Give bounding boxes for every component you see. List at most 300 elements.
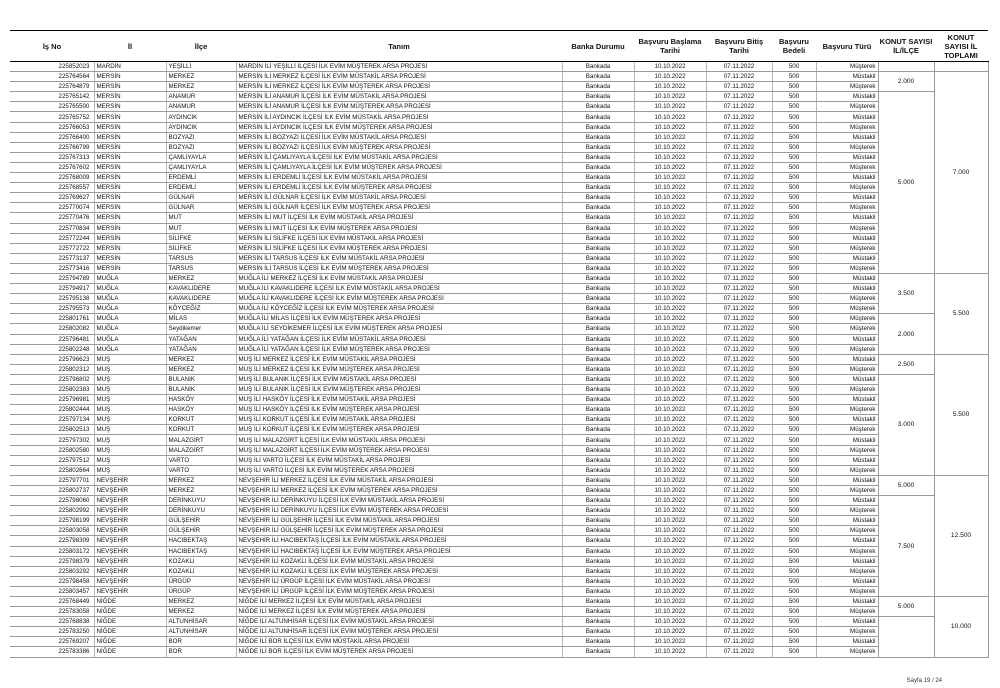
cell-il: MERSİN <box>94 223 166 233</box>
cell-ilce: ANAMUR <box>166 92 236 102</box>
cell-basvuru-turu: Müstakil <box>816 273 878 283</box>
cell-il: NİĞDE <box>94 617 166 627</box>
cell-baslama-tarihi: 10.10.2022 <box>634 566 706 576</box>
cell-basvuru-turu: Müstakil <box>816 193 878 203</box>
cell-basvuru-bedeli: 500 <box>772 516 816 526</box>
header-basvuru-baslama: Başvuru Başlama Tarihi <box>634 31 706 62</box>
cell-il: MUŞ <box>94 465 166 475</box>
table-row <box>10 284 988 294</box>
table-row <box>10 82 988 92</box>
cell-is-no: 225768449 <box>10 596 94 606</box>
cell-banka-durumu: Bankada <box>562 173 634 183</box>
cell-bitis-tarihi: 07.11.2022 <box>706 586 772 596</box>
table-row <box>10 516 988 526</box>
cell-basvuru-bedeli: 500 <box>772 415 816 425</box>
cell-il: NEVŞEHİR <box>94 485 166 495</box>
cell-ilce: Seydikemer <box>166 324 236 334</box>
cell-ilce: YEŞİLLİ <box>166 62 236 72</box>
cell-banka-durumu: Bankada <box>562 425 634 435</box>
cell-tanim: NEVŞEHİR İLİ DERİNKUYU İLÇESİ İLK EVİM MÜSTAKİL ARSA PROJESİ <box>236 496 562 506</box>
cell-banka-durumu: Bankada <box>562 243 634 253</box>
table-row <box>10 132 988 142</box>
cell-bitis-tarihi: 07.11.2022 <box>706 344 772 354</box>
cell-basvuru-turu: Müşterek <box>816 162 878 172</box>
cell-tanim: NİĞDE İLİ BOR İLÇESİ İLK EVİM MÜŞTEREK ARSA PROJESİ <box>236 647 562 657</box>
cell-is-no: 225770074 <box>10 203 94 213</box>
cell-ilce: BOZYAZI <box>166 132 236 142</box>
cell-basvuru-turu: Müşterek <box>816 263 878 273</box>
cell-is-no: 225802664 <box>10 465 94 475</box>
cell-banka-durumu: Bankada <box>562 536 634 546</box>
cell-bitis-tarihi: 07.11.2022 <box>706 62 772 72</box>
cell-bitis-tarihi: 07.11.2022 <box>706 82 772 92</box>
cell-il: MERSİN <box>94 122 166 132</box>
cell-basvuru-bedeli: 500 <box>772 183 816 193</box>
cell-basvuru-bedeli: 500 <box>772 92 816 102</box>
cell-basvuru-turu: Müşterek <box>816 102 878 112</box>
cell-is-no: 225783250 <box>10 627 94 637</box>
cell-ilce: ALTUNHİSAR <box>166 617 236 627</box>
cell-bitis-tarihi: 07.11.2022 <box>706 314 772 324</box>
cell-basvuru-bedeli: 500 <box>772 637 816 647</box>
table-row <box>10 455 988 465</box>
table-row <box>10 304 988 314</box>
cell-basvuru-turu: Müşterek <box>816 385 878 395</box>
table-row <box>10 395 988 405</box>
table-row <box>10 425 988 435</box>
cell-banka-durumu: Bankada <box>562 304 634 314</box>
cell-baslama-tarihi: 10.10.2022 <box>634 142 706 152</box>
cell-is-no: 225768838 <box>10 617 94 627</box>
cell-basvuru-turu: Müstakil <box>816 536 878 546</box>
cell-konut-ilce: 3.500 <box>878 273 934 313</box>
cell-is-no: 225764564 <box>10 72 94 82</box>
cell-il: MUĞLA <box>94 344 166 354</box>
cell-ilce: SİLİFKE <box>166 243 236 253</box>
cell-konut-ilce: 5.000 <box>878 92 934 274</box>
cell-il: MERSİN <box>94 152 166 162</box>
cell-baslama-tarihi: 10.10.2022 <box>634 455 706 465</box>
cell-is-no: 225772244 <box>10 233 94 243</box>
cell-tanim: MUŞ İLİ HASKÖY İLÇESİ İLK EVİM MÜSTAKİL ARSA PROJESİ <box>236 395 562 405</box>
cell-banka-durumu: Bankada <box>562 162 634 172</box>
cell-bitis-tarihi: 07.11.2022 <box>706 364 772 374</box>
table-row <box>10 183 988 193</box>
cell-basvuru-turu: Müşterek <box>816 607 878 617</box>
cell-il: MUĞLA <box>94 324 166 334</box>
cell-ilce: AYDINCIK <box>166 122 236 132</box>
cell-banka-durumu: Bankada <box>562 294 634 304</box>
cell-il: MERSİN <box>94 253 166 263</box>
cell-bitis-tarihi: 07.11.2022 <box>706 596 772 606</box>
cell-bitis-tarihi: 07.11.2022 <box>706 213 772 223</box>
cell-bitis-tarihi: 07.11.2022 <box>706 273 772 283</box>
cell-bitis-tarihi: 07.11.2022 <box>706 647 772 657</box>
cell-basvuru-turu: Müşterek <box>816 526 878 536</box>
cell-baslama-tarihi: 10.10.2022 <box>634 465 706 475</box>
cell-baslama-tarihi: 10.10.2022 <box>634 385 706 395</box>
cell-baslama-tarihi: 10.10.2022 <box>634 304 706 314</box>
cell-tanim: MERSİN İLİ MUT İLÇESİ İLK EVİM MÜŞTEREK ARSA PROJESİ <box>236 223 562 233</box>
cell-banka-durumu: Bankada <box>562 516 634 526</box>
cell-banka-durumu: Bankada <box>562 576 634 586</box>
cell-ilce: TARSUS <box>166 253 236 263</box>
table-row <box>10 223 988 233</box>
cell-baslama-tarihi: 10.10.2022 <box>634 627 706 637</box>
cell-banka-durumu: Bankada <box>562 465 634 475</box>
cell-ilce: KOZAKLI <box>166 566 236 576</box>
cell-basvuru-turu: Müstakil <box>816 92 878 102</box>
cell-baslama-tarihi: 10.10.2022 <box>634 62 706 72</box>
cell-basvuru-turu: Müşterek <box>816 586 878 596</box>
cell-basvuru-turu: Müstakil <box>816 112 878 122</box>
cell-banka-durumu: Bankada <box>562 566 634 576</box>
cell-baslama-tarihi: 10.10.2022 <box>634 112 706 122</box>
cell-konut-toplam <box>934 62 988 72</box>
cell-banka-durumu: Bankada <box>562 253 634 263</box>
cell-il: NEVŞEHİR <box>94 536 166 546</box>
table-row <box>10 475 988 485</box>
cell-baslama-tarihi: 10.10.2022 <box>634 263 706 273</box>
cell-is-no: 225803292 <box>10 566 94 576</box>
cell-ilce: BOZYAZI <box>166 142 236 152</box>
cell-is-no: 225773137 <box>10 253 94 263</box>
cell-banka-durumu: Bankada <box>562 354 634 364</box>
cell-bitis-tarihi: 07.11.2022 <box>706 496 772 506</box>
header-basvuru-bitis: Başvuru Bitiş Tarihi <box>706 31 772 62</box>
cell-bitis-tarihi: 07.11.2022 <box>706 395 772 405</box>
cell-basvuru-turu: Müşterek <box>816 294 878 304</box>
cell-bitis-tarihi: 07.11.2022 <box>706 294 772 304</box>
cell-banka-durumu: Bankada <box>562 112 634 122</box>
table-row <box>10 385 988 395</box>
cell-bitis-tarihi: 07.11.2022 <box>706 203 772 213</box>
cell-bitis-tarihi: 07.11.2022 <box>706 546 772 556</box>
cell-ilce: MERKEZ <box>166 82 236 92</box>
cell-is-no: 225802248 <box>10 344 94 354</box>
cell-il: MUŞ <box>94 395 166 405</box>
cell-baslama-tarihi: 10.10.2022 <box>634 374 706 384</box>
cell-ilce: DERİNKUYU <box>166 496 236 506</box>
cell-bitis-tarihi: 07.11.2022 <box>706 334 772 344</box>
cell-il: MERSİN <box>94 92 166 102</box>
table-row <box>10 263 988 273</box>
cell-tanim: MUĞLA İLİ KAVAKLIDERE İLÇESİ İLK EVİM MÜSTAKİL ARSA PROJESİ <box>236 284 562 294</box>
cell-il: MERSİN <box>94 82 166 92</box>
cell-basvuru-bedeli: 500 <box>772 647 816 657</box>
cell-basvuru-bedeli: 500 <box>772 62 816 72</box>
cell-basvuru-turu: Müstakil <box>816 152 878 162</box>
cell-tanim: MERSİN İLİ MUT İLÇESİ İLK EVİM MÜSTAKİL ARSA PROJESİ <box>236 213 562 223</box>
cell-il: NEVŞEHİR <box>94 516 166 526</box>
cell-il: MUĞLA <box>94 334 166 344</box>
cell-banka-durumu: Bankada <box>562 233 634 243</box>
cell-tanim: MERSİN İLİ ERDEMLİ İLÇESİ İLK EVİM MÜSTAKİL ARSA PROJESİ <box>236 173 562 183</box>
cell-basvuru-turu: Müşterek <box>816 506 878 516</box>
cell-il: NİĞDE <box>94 596 166 606</box>
cell-baslama-tarihi: 10.10.2022 <box>634 183 706 193</box>
cell-banka-durumu: Bankada <box>562 152 634 162</box>
cell-konut-toplam: 12.500 <box>934 475 988 596</box>
cell-is-no: 225769207 <box>10 637 94 647</box>
cell-il: MUĞLA <box>94 294 166 304</box>
cell-bitis-tarihi: 07.11.2022 <box>706 243 772 253</box>
cell-ilce: ERDEMLİ <box>166 183 236 193</box>
cell-tanim: NEVŞEHİR İLİ ÜRGÜP İLÇESİ İLK EVİM MÜSTAKİL ARSA PROJESİ <box>236 576 562 586</box>
cell-banka-durumu: Bankada <box>562 324 634 334</box>
cell-banka-durumu: Bankada <box>562 62 634 72</box>
cell-basvuru-bedeli: 500 <box>772 233 816 243</box>
cell-tanim: MUŞ İLİ MALAZGİRT İLÇESİ İLK EVİM MÜŞTEREK ARSA PROJESİ <box>236 445 562 455</box>
cell-tanim: MERSİN İLİ BOZYAZI İLÇESİ İLK EVİM MÜŞTEREK ARSA PROJESİ <box>236 142 562 152</box>
cell-baslama-tarihi: 10.10.2022 <box>634 496 706 506</box>
cell-tanim: MERSİN İLİ SİLİFKE İLÇESİ İLK EVİM MÜSTAKİL ARSA PROJESİ <box>236 233 562 243</box>
cell-bitis-tarihi: 07.11.2022 <box>706 354 772 364</box>
cell-banka-durumu: Bankada <box>562 455 634 465</box>
cell-ilce: MUT <box>166 213 236 223</box>
cell-basvuru-bedeli: 500 <box>772 465 816 475</box>
document-page <box>10 30 988 658</box>
cell-il: MUĞLA <box>94 314 166 324</box>
cell-il: NEVŞEHİR <box>94 546 166 556</box>
cell-il: MERSİN <box>94 112 166 122</box>
cell-basvuru-bedeli: 500 <box>772 586 816 596</box>
cell-bitis-tarihi: 07.11.2022 <box>706 162 772 172</box>
cell-ilce: YATAĞAN <box>166 334 236 344</box>
cell-tanim: MERSİN İLİ ERDEMLİ İLÇESİ İLK EVİM MÜŞTEREK ARSA PROJESİ <box>236 183 562 193</box>
cell-il: MERSİN <box>94 203 166 213</box>
cell-basvuru-bedeli: 500 <box>772 395 816 405</box>
cell-il: NEVŞEHİR <box>94 576 166 586</box>
table-row <box>10 243 988 253</box>
cell-is-no: 225798309 <box>10 536 94 546</box>
cell-is-no: 225783058 <box>10 607 94 617</box>
cell-is-no: 225767602 <box>10 162 94 172</box>
cell-baslama-tarihi: 10.10.2022 <box>634 314 706 324</box>
cell-ilce: MERKEZ <box>166 485 236 495</box>
cell-bitis-tarihi: 07.11.2022 <box>706 425 772 435</box>
cell-tanim: MUŞ İLİ VARTO İLÇESİ İLK EVİM MÜŞTEREK ARSA PROJESİ <box>236 465 562 475</box>
cell-basvuru-turu: Müşterek <box>816 122 878 132</box>
cell-tanim: NEVŞEHİR İLİ MERKEZ İLÇESİ İLK EVİM MÜŞTEREK ARSA PROJESİ <box>236 485 562 495</box>
cell-il: MUŞ <box>94 374 166 384</box>
cell-banka-durumu: Bankada <box>562 445 634 455</box>
cell-basvuru-bedeli: 500 <box>772 284 816 294</box>
cell-baslama-tarihi: 10.10.2022 <box>634 576 706 586</box>
cell-il: MERSİN <box>94 183 166 193</box>
cell-il: MUŞ <box>94 354 166 364</box>
cell-baslama-tarihi: 10.10.2022 <box>634 354 706 364</box>
cell-basvuru-bedeli: 500 <box>772 273 816 283</box>
cell-basvuru-turu: Müşterek <box>816 223 878 233</box>
cell-tanim: MERSİN İLİ ÇAMLIYAYLA İLÇESİ İLK EVİM MÜŞTEREK ARSA PROJESİ <box>236 162 562 172</box>
cell-banka-durumu: Bankada <box>562 213 634 223</box>
cell-ilce: MERKEZ <box>166 475 236 485</box>
cell-bitis-tarihi: 07.11.2022 <box>706 556 772 566</box>
cell-banka-durumu: Bankada <box>562 183 634 193</box>
cell-basvuru-turu: Müşterek <box>816 364 878 374</box>
cell-basvuru-turu: Müstakil <box>816 496 878 506</box>
cell-is-no: 225770834 <box>10 223 94 233</box>
cell-basvuru-turu: Müstakil <box>816 173 878 183</box>
header-ilce: İlçe <box>166 31 236 62</box>
cell-basvuru-turu: Müstakil <box>816 213 878 223</box>
cell-baslama-tarihi: 10.10.2022 <box>634 82 706 92</box>
cell-tanim: NİĞDE İLİ ALTUNHİSAR İLÇESİ İLK EVİM MÜSTAKİL ARSA PROJESİ <box>236 617 562 627</box>
cell-tanim: MUĞLA İLİ YATAĞAN İLÇESİ İLK EVİM MÜSTAKİL ARSA PROJESİ <box>236 334 562 344</box>
cell-banka-durumu: Bankada <box>562 72 634 82</box>
cell-is-no: 225802383 <box>10 385 94 395</box>
cell-bitis-tarihi: 07.11.2022 <box>706 576 772 586</box>
cell-il: NEVŞEHİR <box>94 496 166 506</box>
cell-konut-toplam: 5.500 <box>934 273 988 354</box>
cell-basvuru-bedeli: 500 <box>772 556 816 566</box>
cell-is-no: 225803457 <box>10 586 94 596</box>
cell-basvuru-bedeli: 500 <box>772 364 816 374</box>
cell-banka-durumu: Bankada <box>562 627 634 637</box>
cell-basvuru-bedeli: 500 <box>772 496 816 506</box>
cell-tanim: NİĞDE İLİ BOR İLÇESİ İLK EVİM MÜSTAKİL ARSA PROJESİ <box>236 637 562 647</box>
cell-konut-ilce <box>878 617 934 657</box>
cell-il: NİĞDE <box>94 637 166 647</box>
cell-tanim: MERSİN İLİ ÇAMLIYAYLA İLÇESİ İLK EVİM MÜSTAKİL ARSA PROJESİ <box>236 152 562 162</box>
cell-bitis-tarihi: 07.11.2022 <box>706 435 772 445</box>
table-row <box>10 485 988 495</box>
cell-basvuru-bedeli: 500 <box>772 162 816 172</box>
cell-basvuru-bedeli: 500 <box>772 122 816 132</box>
cell-bitis-tarihi: 07.11.2022 <box>706 263 772 273</box>
cell-tanim: MUĞLA İLİ MERKEZ İLÇESİ İLK EVİM MÜSTAKİL ARSA PROJESİ <box>236 273 562 283</box>
cell-il: MERSİN <box>94 162 166 172</box>
cell-is-no: 225770476 <box>10 213 94 223</box>
cell-banka-durumu: Bankada <box>562 344 634 354</box>
cell-basvuru-bedeli: 500 <box>772 324 816 334</box>
cell-bitis-tarihi: 07.11.2022 <box>706 445 772 455</box>
cell-is-no: 225798458 <box>10 576 94 586</box>
cell-tanim: MERSİN İLİ AYDINCIK İLÇESİ İLK EVİM MÜŞTEREK ARSA PROJESİ <box>236 122 562 132</box>
cell-ilce: BULANIK <box>166 374 236 384</box>
cell-tanim: MUĞLA İLİ KÖYCEĞİZ İLÇESİ İLK EVİM MÜŞTEREK ARSA PROJESİ <box>236 304 562 314</box>
cell-bitis-tarihi: 07.11.2022 <box>706 475 772 485</box>
cell-baslama-tarihi: 10.10.2022 <box>634 596 706 606</box>
cell-ilce: ÇAMLIYAYLA <box>166 152 236 162</box>
table-row <box>10 445 988 455</box>
cell-basvuru-turu: Müşterek <box>816 465 878 475</box>
table-row <box>10 364 988 374</box>
cell-basvuru-turu: Müstakil <box>816 132 878 142</box>
cell-il: MUŞ <box>94 425 166 435</box>
cell-bitis-tarihi: 07.11.2022 <box>706 152 772 162</box>
table-row <box>10 72 988 82</box>
cell-il: NİĞDE <box>94 607 166 617</box>
cell-bitis-tarihi: 07.11.2022 <box>706 506 772 516</box>
cell-tanim: MERSİN İLİ MERKEZ İLÇESİ İLK EVİM MÜŞTEREK ARSA PROJESİ <box>236 82 562 92</box>
cell-basvuru-bedeli: 500 <box>772 304 816 314</box>
cell-is-no: 225795573 <box>10 304 94 314</box>
cell-banka-durumu: Bankada <box>562 637 634 647</box>
cell-banka-durumu: Bankada <box>562 284 634 294</box>
cell-ilce: ÜRGÜP <box>166 576 236 586</box>
cell-bitis-tarihi: 07.11.2022 <box>706 405 772 415</box>
cell-basvuru-turu: Müstakil <box>816 415 878 425</box>
table-row <box>10 627 988 637</box>
cell-ilce: MİLAS <box>166 314 236 324</box>
cell-bitis-tarihi: 07.11.2022 <box>706 304 772 314</box>
cell-baslama-tarihi: 10.10.2022 <box>634 415 706 425</box>
table-row <box>10 152 988 162</box>
cell-il: MARDİN <box>94 62 166 72</box>
header-konut-ilce: KONUT SAYISI İL/İLÇE <box>878 31 934 62</box>
cell-il: NEVŞEHİR <box>94 526 166 536</box>
cell-banka-durumu: Bankada <box>562 364 634 374</box>
cell-basvuru-turu: Müstakil <box>816 233 878 243</box>
cell-ilce: HASKÖY <box>166 405 236 415</box>
cell-basvuru-turu: Müşterek <box>816 142 878 152</box>
cell-banka-durumu: Bankada <box>562 506 634 516</box>
cell-basvuru-turu: Müstakil <box>816 395 878 405</box>
cell-tanim: MUŞ İLİ BULANIK İLÇESİ İLK EVİM MÜSTAKİL ARSA PROJESİ <box>236 374 562 384</box>
cell-baslama-tarihi: 10.10.2022 <box>634 445 706 455</box>
cell-basvuru-turu: Müşterek <box>816 405 878 415</box>
cell-konut-ilce: 2.500 <box>878 354 934 374</box>
header-konut-toplam: KONUT SAYISI İL TOPLAMI <box>934 31 988 62</box>
cell-bitis-tarihi: 07.11.2022 <box>706 233 772 243</box>
cell-il: NEVŞEHİR <box>94 506 166 516</box>
table-row <box>10 314 988 324</box>
cell-basvuru-bedeli: 500 <box>772 344 816 354</box>
cell-basvuru-bedeli: 500 <box>772 72 816 82</box>
cell-tanim: NEVŞEHİR İLİ GÜLŞEHİR İLÇESİ İLK EVİM MÜSTAKİL ARSA PROJESİ <box>236 516 562 526</box>
page-number: Sayfa 19 / 24 <box>906 678 942 684</box>
cell-tanim: MERSİN İLİ BOZYAZI İLÇESİ İLK EVİM MÜSTAKİL ARSA PROJESİ <box>236 132 562 142</box>
cell-tanim: MARDİN İLİ YEŞİLLİ İLÇESİ İLK EVİM MÜŞTEREK ARSA PROJESİ <box>236 62 562 72</box>
cell-basvuru-turu: Müstakil <box>816 435 878 445</box>
cell-il: MERSİN <box>94 132 166 142</box>
cell-ilce: KOZAKLI <box>166 556 236 566</box>
table-row <box>10 273 988 283</box>
cell-basvuru-bedeli: 500 <box>772 455 816 465</box>
cell-is-no: 225796981 <box>10 395 94 405</box>
table-row <box>10 173 988 183</box>
cell-baslama-tarihi: 10.10.2022 <box>634 586 706 596</box>
cell-baslama-tarihi: 10.10.2022 <box>634 405 706 415</box>
cell-bitis-tarihi: 07.11.2022 <box>706 92 772 102</box>
cell-bitis-tarihi: 07.11.2022 <box>706 193 772 203</box>
cell-is-no: 225765142 <box>10 92 94 102</box>
cell-ilce: VARTO <box>166 465 236 475</box>
cell-banka-durumu: Bankada <box>562 617 634 627</box>
cell-banka-durumu: Bankada <box>562 526 634 536</box>
cell-basvuru-turu: Müstakil <box>816 455 878 465</box>
cell-il: MUĞLA <box>94 273 166 283</box>
cell-baslama-tarihi: 10.10.2022 <box>634 102 706 112</box>
cell-banka-durumu: Bankada <box>562 475 634 485</box>
cell-is-no: 225768009 <box>10 173 94 183</box>
cell-baslama-tarihi: 10.10.2022 <box>634 506 706 516</box>
table-row <box>10 576 988 586</box>
cell-bitis-tarihi: 07.11.2022 <box>706 415 772 425</box>
cell-il: NEVŞEHİR <box>94 556 166 566</box>
cell-banka-durumu: Bankada <box>562 314 634 324</box>
cell-basvuru-turu: Müşterek <box>816 62 878 72</box>
cell-tanim: NİĞDE İLİ MERKEZ İLÇESİ İLK EVİM MÜSTAKİL ARSA PROJESİ <box>236 596 562 606</box>
cell-bitis-tarihi: 07.11.2022 <box>706 385 772 395</box>
cell-basvuru-bedeli: 500 <box>772 203 816 213</box>
cell-is-no: 225796802 <box>10 374 94 384</box>
cell-il: NİĞDE <box>94 627 166 637</box>
cell-baslama-tarihi: 10.10.2022 <box>634 294 706 304</box>
cell-tanim: MUĞLA İLİ YATAĞAN İLÇESİ İLK EVİM MÜŞTEREK ARSA PROJESİ <box>236 344 562 354</box>
